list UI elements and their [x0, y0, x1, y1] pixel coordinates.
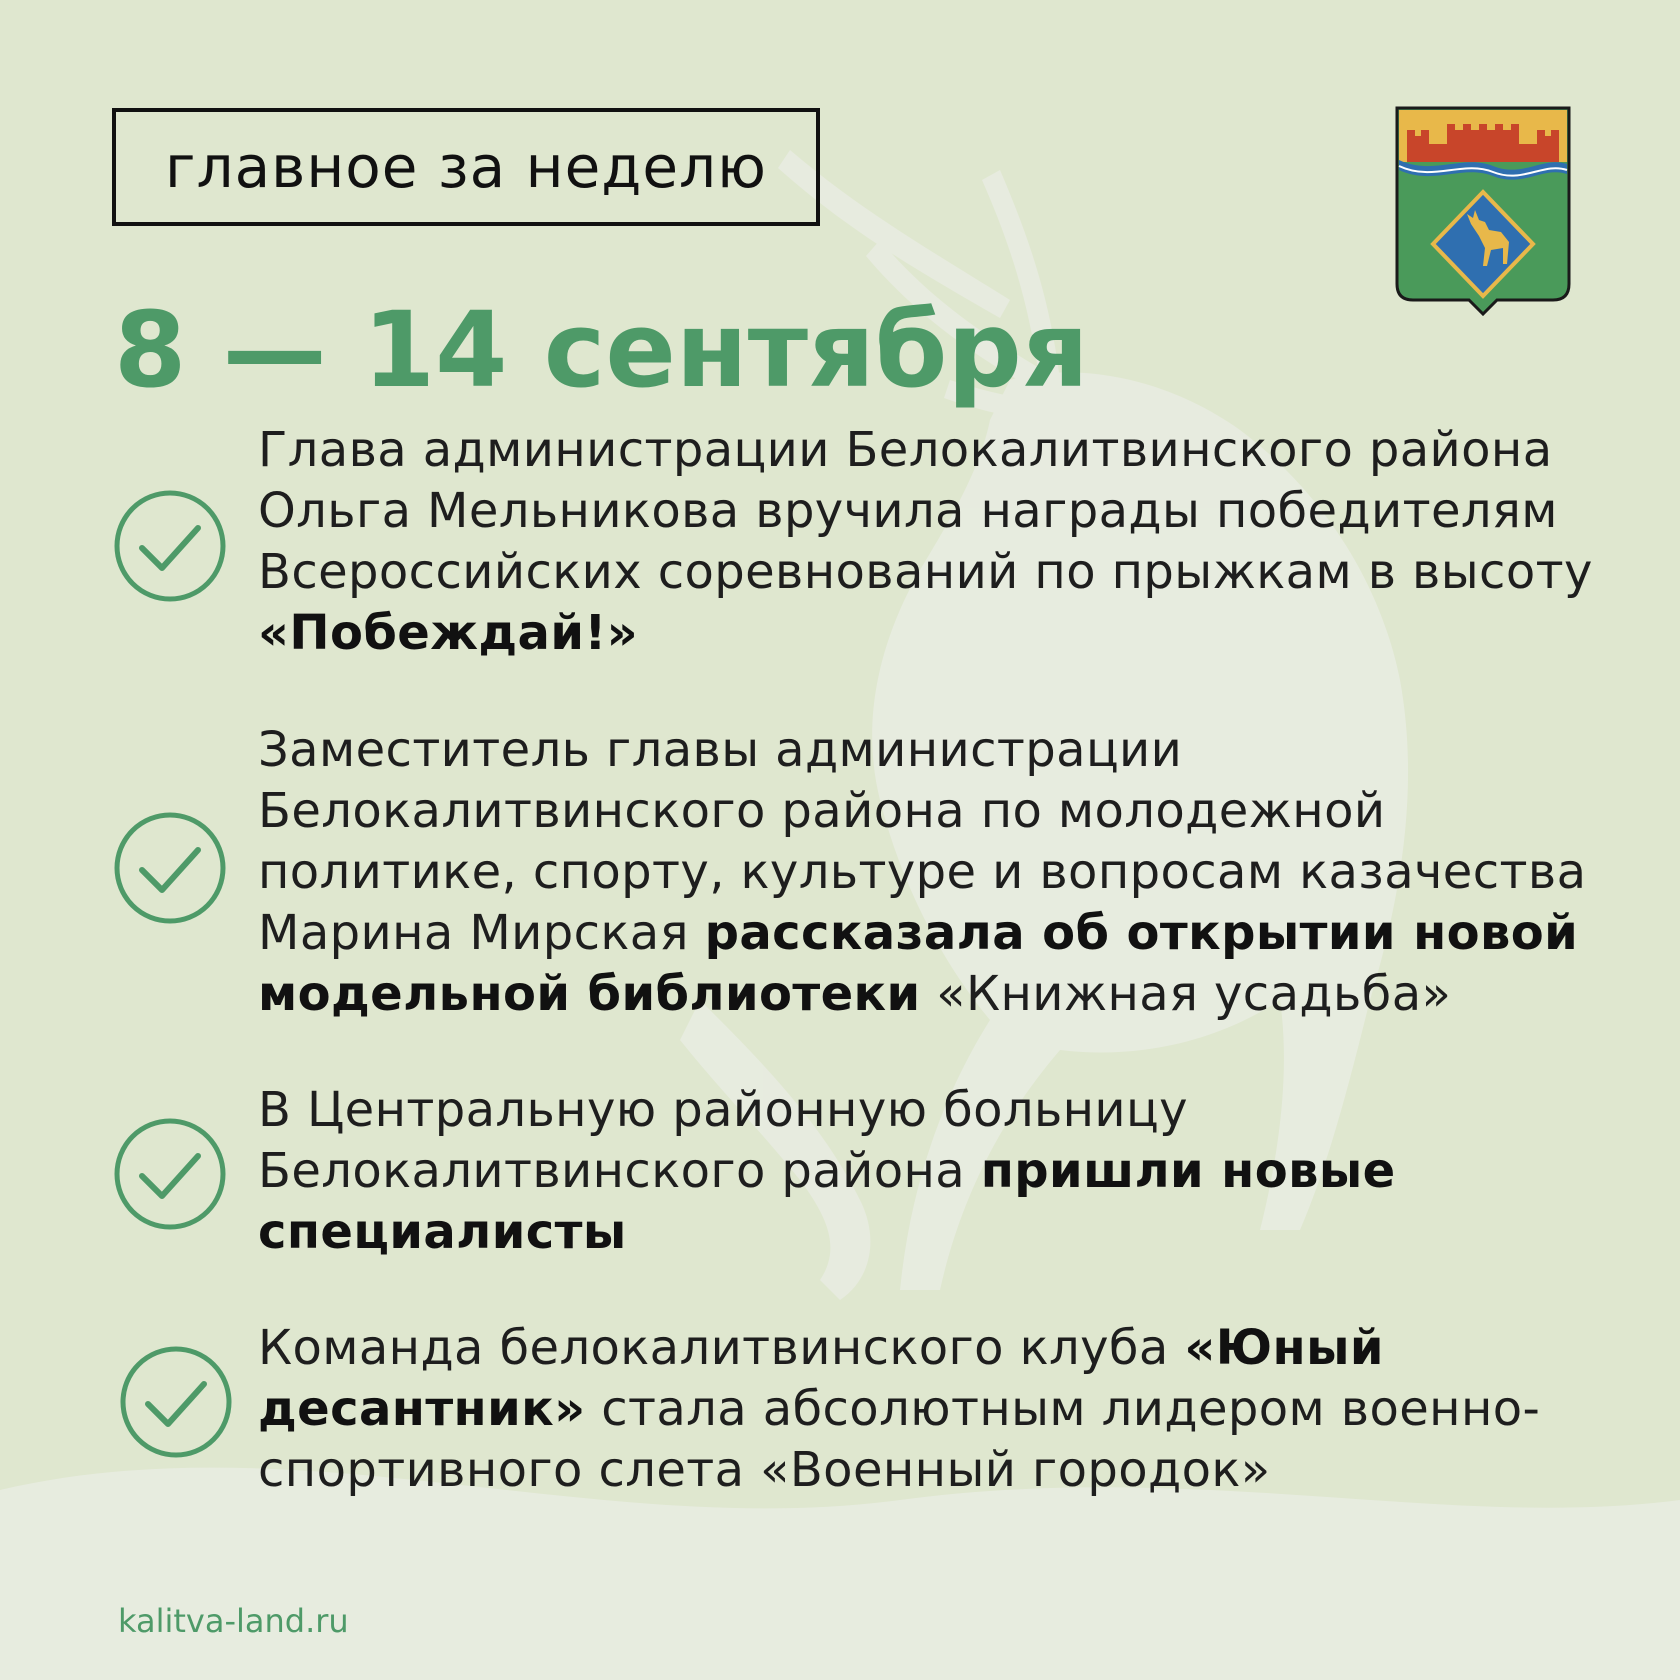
header-box	[112, 108, 820, 226]
news-text	[258, 1318, 1658, 1501]
news-text	[258, 720, 1658, 1025]
news-text-part: Глава администрации Белокалитвинского района Ольга Мельникова вручила награды победителям Всероссийских соревнований по прыжкам в высоту	[258, 422, 1593, 600]
news-text	[258, 1080, 1658, 1263]
check-circle-icon	[112, 810, 228, 926]
coat-of-arms-emblem	[1393, 104, 1573, 316]
check-circle-icon	[112, 488, 228, 604]
news-text-part: стала абсолютным лидером военно-спортивного слета «Военный городок»	[258, 1381, 1541, 1498]
news-text-part: Команда белокалитвинского клуба	[258, 1320, 1185, 1376]
news-text-part: «Книжная усадьба»	[920, 966, 1452, 1022]
check-circle-icon	[112, 1116, 228, 1232]
news-text-part: Заместитель главы администрации Белокалитвинского района по молодежной политике, спорту, культуре и вопросам казачества Марина Мирская	[258, 722, 1587, 961]
news-text-bold: «Юный десантник»	[258, 1320, 1384, 1437]
check-circle-icon	[118, 1344, 234, 1460]
header-label: главное за неделю	[165, 133, 767, 201]
website-link[interactable]: kalitva-land.ru	[118, 1602, 349, 1640]
news-text-bold: рассказала об открытии новой модельной библиотеки	[258, 905, 1579, 1022]
date-range-title: 8 — 14 сентября	[114, 289, 1089, 411]
news-text-bold: пришли новые специалисты	[258, 1143, 1396, 1260]
news-text-part: В Центральную районную больницу Белокалитвинского района	[258, 1082, 1188, 1199]
news-text-bold: «Побеждай!»	[258, 605, 639, 661]
news-text	[258, 420, 1658, 664]
